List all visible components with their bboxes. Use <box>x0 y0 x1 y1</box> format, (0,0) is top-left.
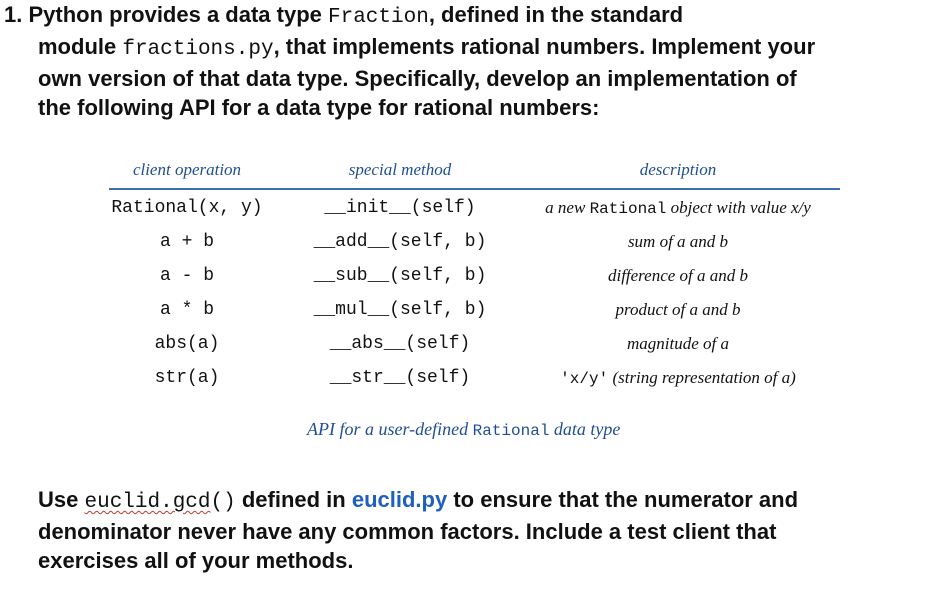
problem-number: 1. <box>4 2 23 27</box>
inline-code-gcd: euclid.gcd <box>84 491 211 514</box>
row-method: __sub__(self, b) <box>313 266 487 286</box>
row-description: magnitude of a <box>627 334 729 353</box>
table-row <box>109 191 840 225</box>
problem-line-4: the following API for a data type for rational numbers: <box>38 95 600 120</box>
caption-text: API for a user-defined <box>307 419 473 439</box>
header-description: description <box>639 160 717 179</box>
desc-text: a new <box>545 198 590 217</box>
row-operation: a * b <box>159 300 214 320</box>
row-method: __abs__(self) <box>329 334 471 354</box>
caption-code: Rational <box>472 422 550 440</box>
header-client-operation: client operation <box>132 160 242 179</box>
row-method: __mul__(self, b) <box>313 300 487 320</box>
table-row <box>109 327 840 361</box>
inline-code-parens: () <box>210 491 236 514</box>
instructions-line-3: exercises all of your methods. <box>38 548 354 573</box>
problem-line-1 <box>4 0 934 32</box>
desc-text: (string representation of a) <box>608 368 796 387</box>
table-row <box>109 293 840 327</box>
desc-text: object with value x/y <box>666 198 811 217</box>
row-description: product of a and b <box>615 300 741 319</box>
instructions-text: defined in <box>235 487 352 512</box>
row-operation: Rational(x, y) <box>111 198 263 218</box>
caption-text: data type <box>549 419 621 439</box>
instructions-paragraph <box>38 485 938 575</box>
instructions-line-2: denominator never have any common factors. Include a test client that <box>38 519 777 544</box>
instructions-text: to ensure that the numerator and <box>447 487 799 512</box>
problem-line-3: own version of that data type. Specifically, develop an implementation of <box>38 66 797 91</box>
problem-text: , that implements rational numbers. Implement your <box>273 34 816 59</box>
row-description: sum of a and b <box>627 232 729 251</box>
row-operation: str(a) <box>154 368 220 388</box>
problem-line-2 <box>4 32 934 64</box>
problem-text: , defined in the standard <box>428 2 684 27</box>
header-rule <box>109 188 840 190</box>
table-row <box>109 225 840 259</box>
row-method: __init__(self) <box>324 198 476 218</box>
row-description <box>514 191 842 226</box>
instructions-text: Use <box>38 487 85 512</box>
problem-statement <box>4 0 934 122</box>
desc-code: 'x/y' <box>560 370 609 388</box>
euclid-link[interactable]: euclid.py <box>351 487 448 512</box>
table-row <box>109 361 840 395</box>
header-special-method: special method <box>348 160 452 179</box>
row-operation: a - b <box>159 266 214 286</box>
row-description <box>514 361 842 396</box>
inline-code: Fraction <box>328 6 429 29</box>
desc-code: Rational <box>589 200 667 218</box>
instructions-line-1 <box>38 485 938 517</box>
row-method: __add__(self, b) <box>313 232 487 252</box>
inline-code: fractions.py <box>122 38 274 61</box>
table-row <box>109 259 840 293</box>
row-operation: a + b <box>159 232 214 252</box>
row-method: __str__(self) <box>329 368 471 388</box>
problem-text: module <box>38 34 123 59</box>
row-description: difference of a and b <box>607 266 749 285</box>
row-operation: abs(a) <box>154 334 220 354</box>
table-caption <box>307 419 620 440</box>
problem-text: Python provides a data type <box>28 2 328 27</box>
